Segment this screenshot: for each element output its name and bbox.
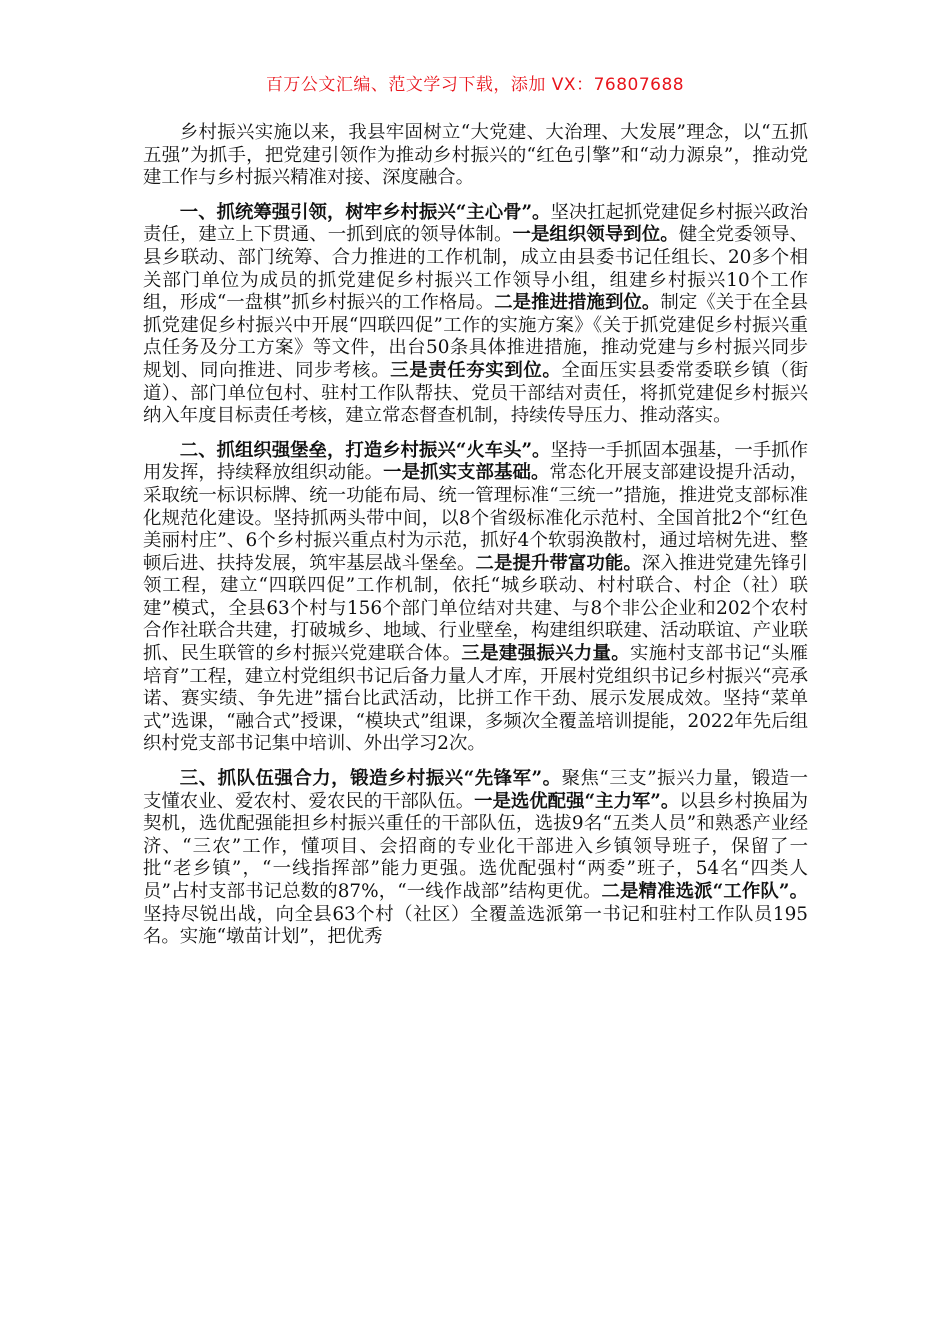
section-3-lead: 聚焦“三支”振兴力量，锻造一支懂农业、爱农村、爱农民的干部队伍。 <box>143 768 808 812</box>
section-3-point-2-title: 二是精准选派“工作队”。 <box>601 881 808 902</box>
section-3-point-1-title: 一是选优配强“主力军”。 <box>474 790 680 812</box>
section-3-point-1-text: 以县乡村换届为契机，选优配强能担乡村振兴重任的干部队伍，选拔9名“五类人员”和熟悉产业经济、“三农”工作，懂项目、会招商的专业化干部进入乡镇领导班子，保留了一批“老乡镇”，“一线指挥部”能力更强。选优配强村“两委”班子，54名“四类人员”占村支部书记总数的87%，“一线作战部”结构更优。 <box>143 790 808 902</box>
section-2-point-3-text: 实施村支部书记“头雁培育”工程，建立村党组织书记后备力量人才库，开展村党组织书记乡村振兴“亮承诺、赛实绩、争先进”擂台比武活动，比拼工作干劲、展示发展成效。坚持“菜单式”选课，“融合式”授课，“模块式”组课，多频次全覆盖培训提能，2022年先后组织村党支部书记集中培训、外出学习2次。 <box>143 643 808 755</box>
section-2-point-2-title: 二是提升带富功能。 <box>475 552 642 574</box>
section-1-point-3-text: 全面压实县委常委联乡镇（街道）、部门单位包村、驻村工作队帮扶、党员干部结对责任，将抓党建促乡村振兴纳入年度目标责任考核，建立常态督查机制，持续传导压力、推动落实。 <box>143 359 808 427</box>
section-2-point-1-text: 常态化开展支部建设提升活动，采取统一标识标牌、统一功能布局、统一管理标准“三统一”措施，推进党支部标准化规范化建设。坚持抓两头带中间，以8个省级标准化示范村、全国首批2个“红色美丽村庄”、6个乡村振兴重点村为示范，抓好4个软弱涣散村，通过培树先进、整顿后进、扶持发展，筑牢基层战斗堡垒。 <box>143 462 808 574</box>
section-2-heading: 二、抓组织强堡垒，打造乡村振兴“火车头”。 <box>179 439 551 461</box>
document-body <box>143 122 808 961</box>
section-1-point-1-text: 健全党委领导、县乡联动、部门统筹、合力推进的工作机制，成立由县委书记任组长、20多个相关部门单位为成员的抓党建促乡村振兴工作领导小组，组建乡村振兴10个工作组，形成“一盘棋”抓乡村振兴的工作格局。 <box>143 224 808 314</box>
section-3-heading: 三、抓队伍强合力，锻造乡村振兴“先锋军”。 <box>179 768 562 790</box>
section-2-lead: 坚持一手抓固本强基，一手抓作用发挥，持续释放组织动能。 <box>143 439 808 484</box>
section-2-point-1-title: 一是抓实支部基础。 <box>383 462 550 484</box>
section-1-point-2-text: 制定《关于在全县抓党建促乡村振兴中开展“四联四促”工作的实施方案》《关于抓党建促乡村振兴重点任务及分工方案》等文件，出台50条具体推进措施，推动党建与乡村振兴同步规划、同向推进、同步考核。 <box>143 292 808 381</box>
section-1-heading: 一、抓统筹强引领，树牢乡村振兴“主心骨”。 <box>179 201 551 223</box>
section-1-lead: 坚决扛起抓党建促乡村振兴政治责任，建立上下贯通、一抓到底的领导体制。 <box>143 201 808 246</box>
section-1-point-3-title: 三是责任夯实到位。 <box>390 359 562 381</box>
intro-paragraph: 乡村振兴实施以来，我县牢固树立“大党建、大治理、大发展”理念，以“五抓五强”为抓手，把党建引领作为推动乡村振兴的“红色引擎”和“动力源泉”，推动党建工作与乡村振兴精准对接、深度融合。 <box>143 122 808 189</box>
section-3-point-2-text: 坚持尽锐出战，向全县63个村（社区）全覆盖选派第一书记和驻村工作队员195名。实施“墩苗计划”，把优秀 <box>143 903 808 948</box>
section-1-point-1-title: 一是组织领导到位。 <box>512 224 679 246</box>
section-1-point-2-title: 二是推进措施到位。 <box>494 292 661 314</box>
section-2-point-2-text: 深入推进党建先锋引领工程，建立“四联四促”工作机制，依托“城乡联动、村村联合、村企（社）联建”模式，全县63个村与156个部门单位结对共建、与8个非公企业和202个农村合作社联合共建，打破城乡、地域、行业壁垒，构建组织联建、活动联谊、产业联抓、民生联管的乡村振兴党建联合体。 <box>143 552 808 665</box>
section-1-paragraph <box>143 202 808 428</box>
header-banner: 百万公文汇编、范文学习下载，添加 VX：76807688 <box>265 75 685 95</box>
section-3-paragraph <box>143 768 808 949</box>
section-2-paragraph <box>143 440 808 756</box>
section-2-point-3-title: 三是建强振兴力量。 <box>461 643 630 665</box>
